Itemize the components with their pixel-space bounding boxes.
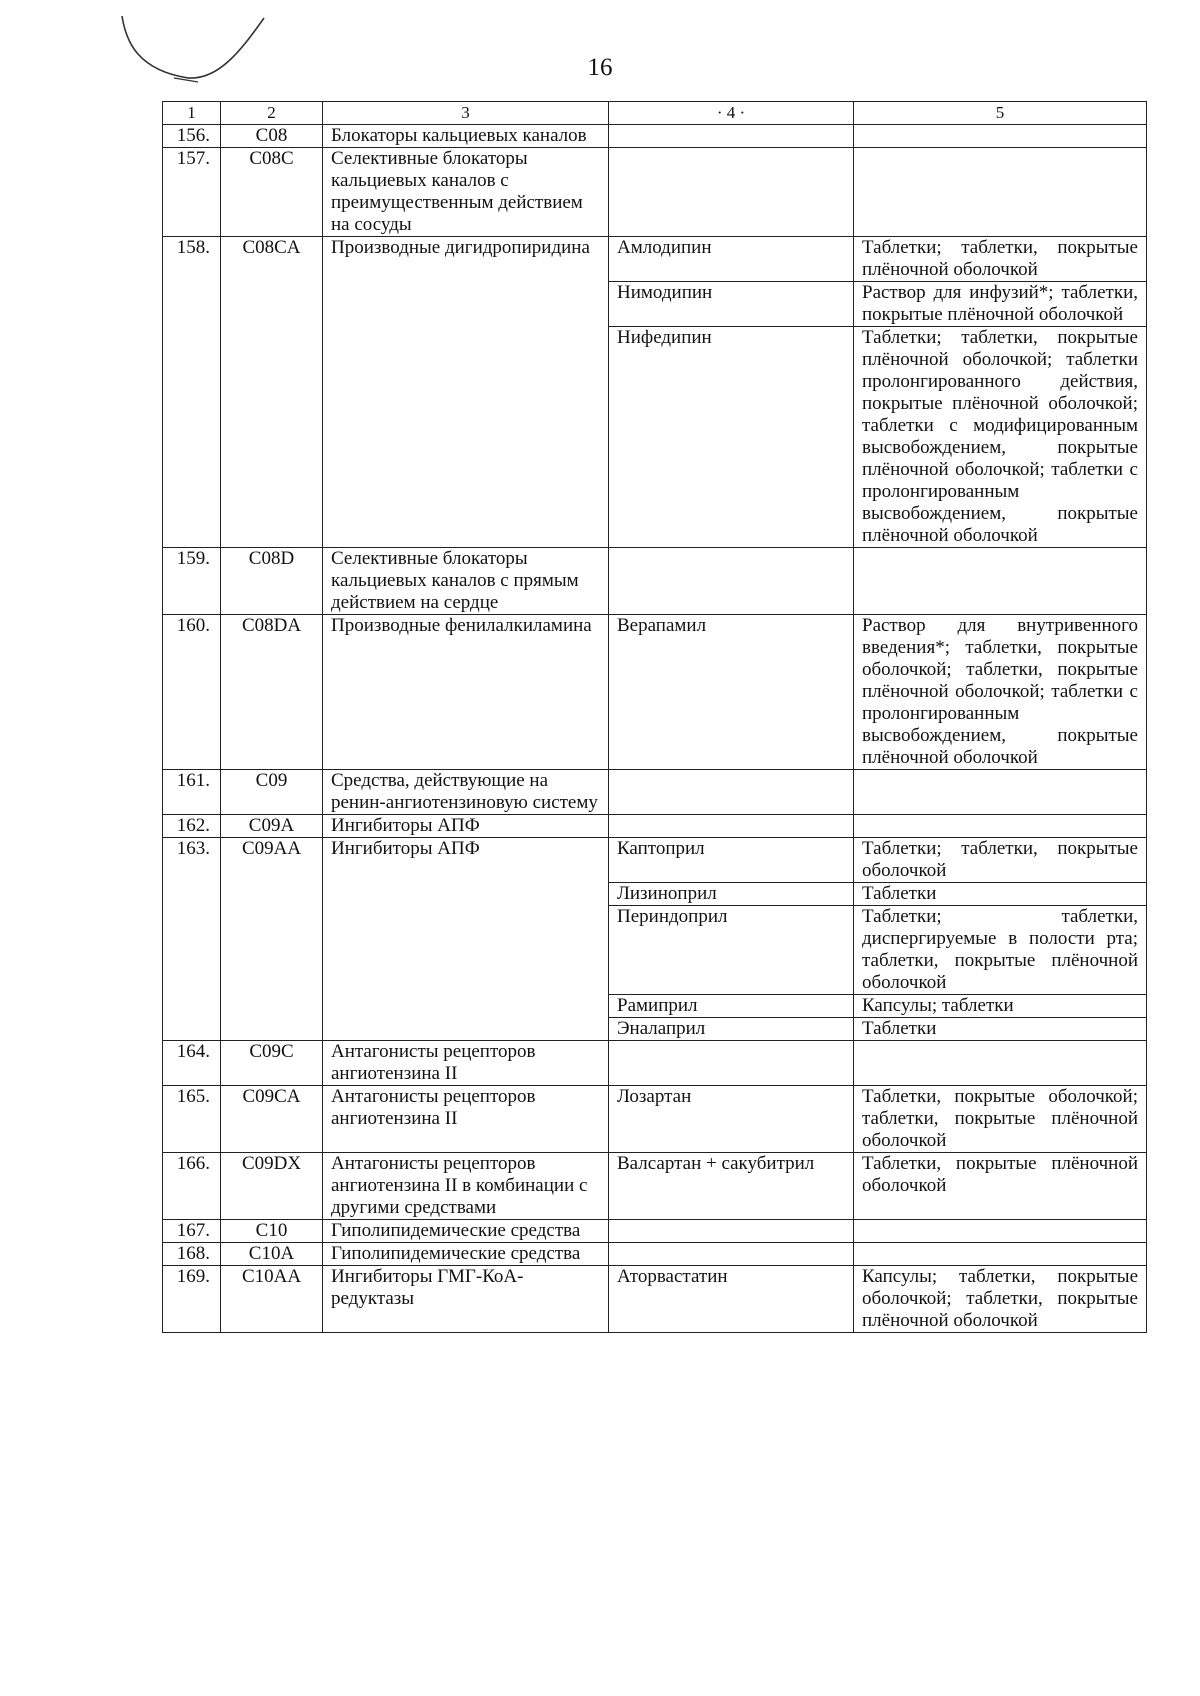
table-body <box>163 125 1147 1333</box>
dosage-forms: Раствор для инфузий*; таблетки, покрытые плёночной оболочкой <box>854 282 1147 327</box>
drug-group: Ингибиторы АПФ <box>323 838 609 1041</box>
atc-code: C09AA <box>221 838 323 1041</box>
dosage-forms: Таблетки; таблетки, покрытые оболочкой <box>854 838 1147 883</box>
atc-code: C09DX <box>221 1153 323 1220</box>
row-number: 156. <box>163 125 221 148</box>
drug-group: Производные дигидропиридина <box>323 237 609 548</box>
drug-group: Производные фенилалкиламина <box>323 615 609 770</box>
dosage-forms: Раствор для внутривенного введения*; таблетки, покрытые оболочкой; таблетки, покрытые плёночной оболочкой; таблетки с пролонгированным высвобождением, покрытые плёночной оболочкой <box>854 615 1147 770</box>
row-number: 161. <box>163 770 221 815</box>
column-header: 1 <box>163 102 221 125</box>
table-row <box>163 1086 1147 1153</box>
atc-code: C08D <box>221 548 323 615</box>
drug-name-empty <box>609 548 854 615</box>
row-number: 164. <box>163 1041 221 1086</box>
column-header: 3 <box>323 102 609 125</box>
drug-table <box>162 101 1147 1333</box>
atc-code: C10AA <box>221 1266 323 1333</box>
drug-group: Гиполипидемические средства <box>323 1243 609 1266</box>
dosage-forms: Таблетки; таблетки, покрытые плёночной оболочкой; таблетки пролонгированного действия, покрытые плёночной оболочкой; таблетки с модифицированным высвобождением, покрытые плёночной оболочкой; таблетки с пролонгированным высвобождением, покрытые плёночной оболочкой <box>854 327 1147 548</box>
atc-code: C10 <box>221 1220 323 1243</box>
dosage-forms: Таблетки; таблетки, диспергируемые в полости рта; таблетки, покрытые плёночной оболочкой <box>854 906 1147 995</box>
atc-code: C09 <box>221 770 323 815</box>
drug-name-empty <box>609 770 854 815</box>
table-row <box>163 237 1147 282</box>
row-number: 158. <box>163 237 221 548</box>
drug-name: Эналаприл <box>609 1018 854 1041</box>
drug-name-empty <box>609 1243 854 1266</box>
table-row <box>163 548 1147 615</box>
dosage-forms: Капсулы; таблетки, покрытые оболочкой; таблетки, покрытые плёночной оболочкой <box>854 1266 1147 1333</box>
drug-group: Антагонисты рецепторов ангиотензина II <box>323 1041 609 1086</box>
atc-code: C09A <box>221 815 323 838</box>
dosage-forms-empty <box>854 1041 1147 1086</box>
atc-code: C08CA <box>221 237 323 548</box>
row-number: 167. <box>163 1220 221 1243</box>
atc-code: C09C <box>221 1041 323 1086</box>
table-row <box>163 1041 1147 1086</box>
drug-name: Верапамил <box>609 615 854 770</box>
row-number: 159. <box>163 548 221 615</box>
row-number: 163. <box>163 838 221 1041</box>
dosage-forms-empty <box>854 1243 1147 1266</box>
drug-name-empty <box>609 1041 854 1086</box>
table-row <box>163 1220 1147 1243</box>
drug-group: Гиполипидемические средства <box>323 1220 609 1243</box>
drug-name: Нифедипин <box>609 327 854 548</box>
drug-name: Амлодипин <box>609 237 854 282</box>
drug-name: Валсартан + сакубитрил <box>609 1153 854 1220</box>
drug-name: Лизиноприл <box>609 883 854 906</box>
table-row <box>163 815 1147 838</box>
dosage-forms-empty <box>854 1220 1147 1243</box>
atc-code: C09CA <box>221 1086 323 1153</box>
table-row <box>163 1153 1147 1220</box>
drug-name: Периндоприл <box>609 906 854 995</box>
drug-name-empty <box>609 815 854 838</box>
table-row <box>163 838 1147 883</box>
drug-group: Селективные блокаторы кальциевых каналов с преимущественным действием на сосуды <box>323 148 609 237</box>
drug-name-empty <box>609 148 854 237</box>
dosage-forms-empty <box>854 548 1147 615</box>
column-header: 5 <box>854 102 1147 125</box>
atc-code: C10A <box>221 1243 323 1266</box>
column-header: 2 <box>221 102 323 125</box>
dosage-forms-empty <box>854 770 1147 815</box>
atc-code: C08C <box>221 148 323 237</box>
atc-code: C08DA <box>221 615 323 770</box>
table-row <box>163 148 1147 237</box>
column-header: · 4 · <box>609 102 854 125</box>
row-number: 166. <box>163 1153 221 1220</box>
dosage-forms-empty <box>854 148 1147 237</box>
drug-group: Блокаторы кальциевых каналов <box>323 125 609 148</box>
drug-name: Рамиприл <box>609 995 854 1018</box>
atc-code: C08 <box>221 125 323 148</box>
row-number: 162. <box>163 815 221 838</box>
drug-group: Ингибиторы ГМГ-КоА-редуктазы <box>323 1266 609 1333</box>
table-row <box>163 1266 1147 1333</box>
dosage-forms: Капсулы; таблетки <box>854 995 1147 1018</box>
table-row <box>163 125 1147 148</box>
row-number: 169. <box>163 1266 221 1333</box>
dosage-forms: Таблетки; таблетки, покрытые плёночной оболочкой <box>854 237 1147 282</box>
drug-group: Антагонисты рецепторов ангиотензина II <box>323 1086 609 1153</box>
dosage-forms: Таблетки <box>854 883 1147 906</box>
row-number: 168. <box>163 1243 221 1266</box>
dosage-forms-empty <box>854 125 1147 148</box>
table-row <box>163 1243 1147 1266</box>
drug-name-empty <box>609 1220 854 1243</box>
dosage-forms: Таблетки, покрытые плёночной оболочкой <box>854 1153 1147 1220</box>
dosage-forms: Таблетки <box>854 1018 1147 1041</box>
dosage-forms: Таблетки, покрытые оболочкой; таблетки, покрытые плёночной оболочкой <box>854 1086 1147 1153</box>
drug-group: Селективные блокаторы кальциевых каналов с прямым действием на сердце <box>323 548 609 615</box>
drug-group: Средства, действующие на ренин-ангиотензиновую систему <box>323 770 609 815</box>
drug-name-empty <box>609 125 854 148</box>
page-number: 16 <box>587 54 613 81</box>
drug-name: Аторвастатин <box>609 1266 854 1333</box>
drug-group: Ингибиторы АПФ <box>323 815 609 838</box>
table-row <box>163 615 1147 770</box>
drug-name: Каптоприл <box>609 838 854 883</box>
drug-group: Антагонисты рецепторов ангиотензина II в комбинации с другими средствами <box>323 1153 609 1220</box>
row-number: 165. <box>163 1086 221 1153</box>
drug-name: Нимодипин <box>609 282 854 327</box>
row-number: 160. <box>163 615 221 770</box>
drug-name: Лозартан <box>609 1086 854 1153</box>
table-row <box>163 770 1147 815</box>
dosage-forms-empty <box>854 815 1147 838</box>
table-header-row <box>163 102 1147 125</box>
row-number: 157. <box>163 148 221 237</box>
